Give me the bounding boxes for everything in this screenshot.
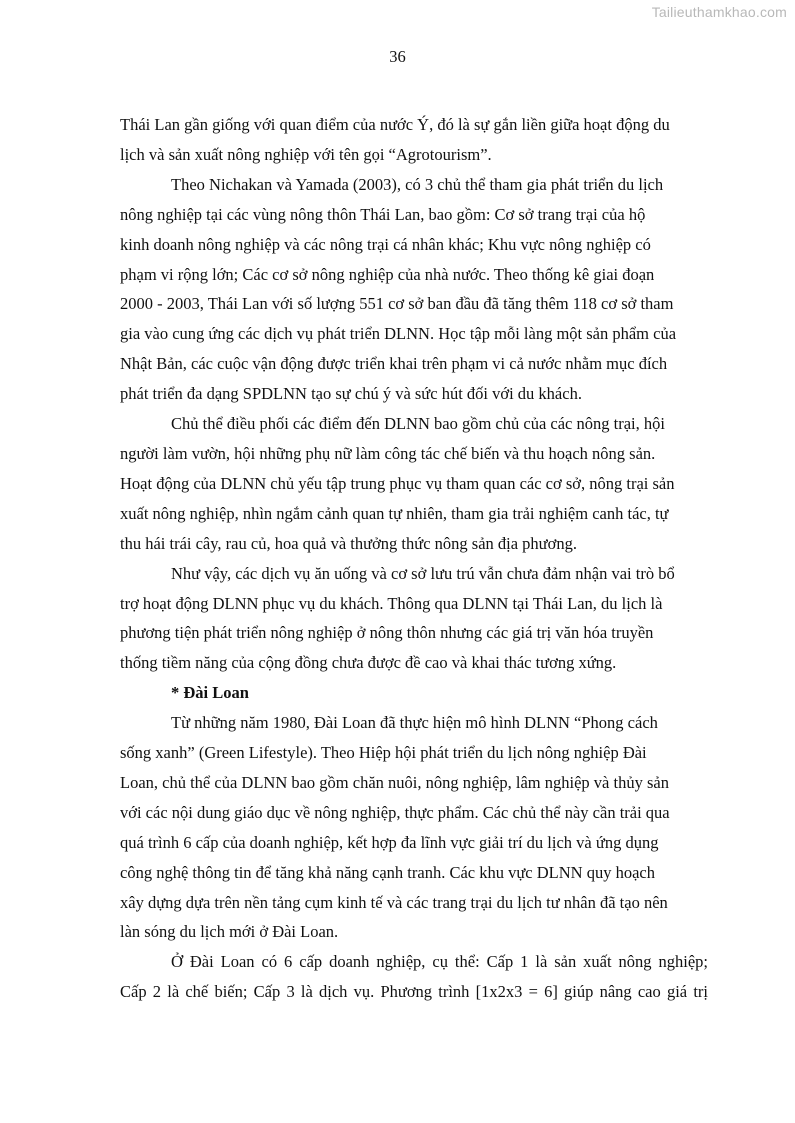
paragraph-services bbox=[120, 559, 708, 679]
watermark-text: Tailieuthamkhao.com bbox=[651, 4, 787, 20]
text-line: Ở Đài Loan có 6 cấp doanh nghiệp, cụ thể: Cấp 1 là sản xuất nông nghiệp; bbox=[171, 952, 708, 972]
text-line: quá trình 6 cấp của doanh nghiệp, kết hợp đa lĩnh vực giải trí du lịch và ứng dụng bbox=[120, 832, 659, 852]
text-line: thống tiềm năng của cộng đồng chưa được đề cao và khai thác tương xứng. bbox=[120, 653, 617, 673]
text-line: lịch và sản xuất nông nghiệp với tên gọi “Agrotourism”. bbox=[120, 144, 492, 164]
text-line: với các nội dung giáo dục về nông nghiệp, thực phẩm. Các chủ thể này cần trải qua bbox=[120, 802, 670, 822]
text-line: nông nghiệp tại các vùng nông thôn Thái Lan, bao gồm: Cơ sở trang trại của hộ bbox=[120, 204, 646, 224]
text-line: công nghệ thông tin để tăng khả năng cạnh tranh. Các khu vực DLNN quy hoạch bbox=[120, 862, 655, 882]
text-line: người làm vườn, hội những phụ nữ làm công tác chế biến và thu hoạch nông sản. bbox=[120, 443, 656, 463]
text-line: gia vào cung ứng các dịch vụ phát triển DLNN. Học tập mỗi làng một sản phẩm của bbox=[120, 324, 677, 344]
paragraph-thailand-intro bbox=[120, 110, 708, 170]
text-line: trợ hoạt động DLNN phục vụ du khách. Thông qua DLNN tại Thái Lan, du lịch là bbox=[120, 593, 663, 613]
paragraph-nichakan-yamada bbox=[120, 170, 708, 409]
text-line: làn sóng du lịch mới ở Đài Loan. bbox=[120, 922, 339, 942]
document-body bbox=[120, 110, 708, 1007]
text-line: Nhật Bản, các cuộc vận động được triển khai trên phạm vi cả nước nhằm mục đích bbox=[120, 354, 668, 374]
text-line: Loan, chủ thể của DLNN bao gồm chăn nuôi, nông nghiệp, lâm nghiệp và thủy sản bbox=[120, 772, 669, 792]
text-line: Từ những năm 1980, Đài Loan đã thực hiện mô hình DLNN “Phong cách bbox=[171, 713, 658, 733]
text-line: thu hái trái cây, rau củ, hoa quả và thưởng thức nông sản địa phương. bbox=[120, 533, 577, 553]
text-line: sống xanh” (Green Lifestyle). Theo Hiệp hội phát triển du lịch nông nghiệp Đài bbox=[120, 743, 647, 763]
paragraph-coordinators bbox=[120, 409, 708, 559]
text-line: xuất nông nghiệp, nhìn ngắm cảnh quan tự nhiên, tham gia trải nghiệm canh tác, tự bbox=[120, 503, 669, 523]
page-number: 36 bbox=[389, 47, 406, 66]
paragraph-taiwan-levels bbox=[120, 947, 708, 1007]
text-line: xây dựng dựa trên nền tảng cụm kinh tế và các trang trại du lịch tư nhân đã tạo nên bbox=[120, 892, 668, 912]
text-line: Hoạt động của DLNN chủ yếu tập trung phục vụ tham quan các cơ sở, nông trại sản bbox=[120, 473, 675, 493]
text-line: Như vậy, các dịch vụ ăn uống và cơ sở lưu trú vẫn chưa đảm nhận vai trò bổ bbox=[171, 563, 675, 583]
text-line: kinh doanh nông nghiệp và các nông trại cá nhân khác; Khu vực nông nghiệp có bbox=[120, 234, 651, 254]
text-line: Cấp 2 là chế biến; Cấp 3 là dịch vụ. Phương trình [1x2x3 = 6] giúp nâng cao giá trị bbox=[120, 982, 708, 1002]
section-heading-taiwan: * Đài Loan bbox=[171, 683, 249, 703]
paragraph-taiwan-green-lifestyle bbox=[120, 708, 708, 947]
text-line: Chủ thể điều phối các điểm đến DLNN bao gồm chủ của các nông trại, hội bbox=[171, 414, 665, 434]
text-line: Theo Nichakan và Yamada (2003), có 3 chủ thể tham gia phát triển du lịch bbox=[171, 174, 664, 194]
text-line: phạm vi rộng lớn; Các cơ sở nông nghiệp của nhà nước. Theo thống kê giai đoạn bbox=[120, 264, 655, 284]
text-line: Thái Lan gần giống với quan điểm của nước Ý, đó là sự gắn liền giữa hoạt động du bbox=[120, 115, 670, 134]
text-line: 2000 - 2003, Thái Lan với số lượng 551 cơ sở ban đầu đã tăng thêm 118 cơ sở tham bbox=[120, 294, 674, 314]
text-line: phát triển đa dạng SPDLNN tạo sự chú ý và sức hút đối với du khách. bbox=[120, 384, 582, 404]
text-line: phương tiện phát triển nông nghiệp ở nông thôn nhưng các giá trị văn hóa truyền bbox=[120, 623, 654, 643]
